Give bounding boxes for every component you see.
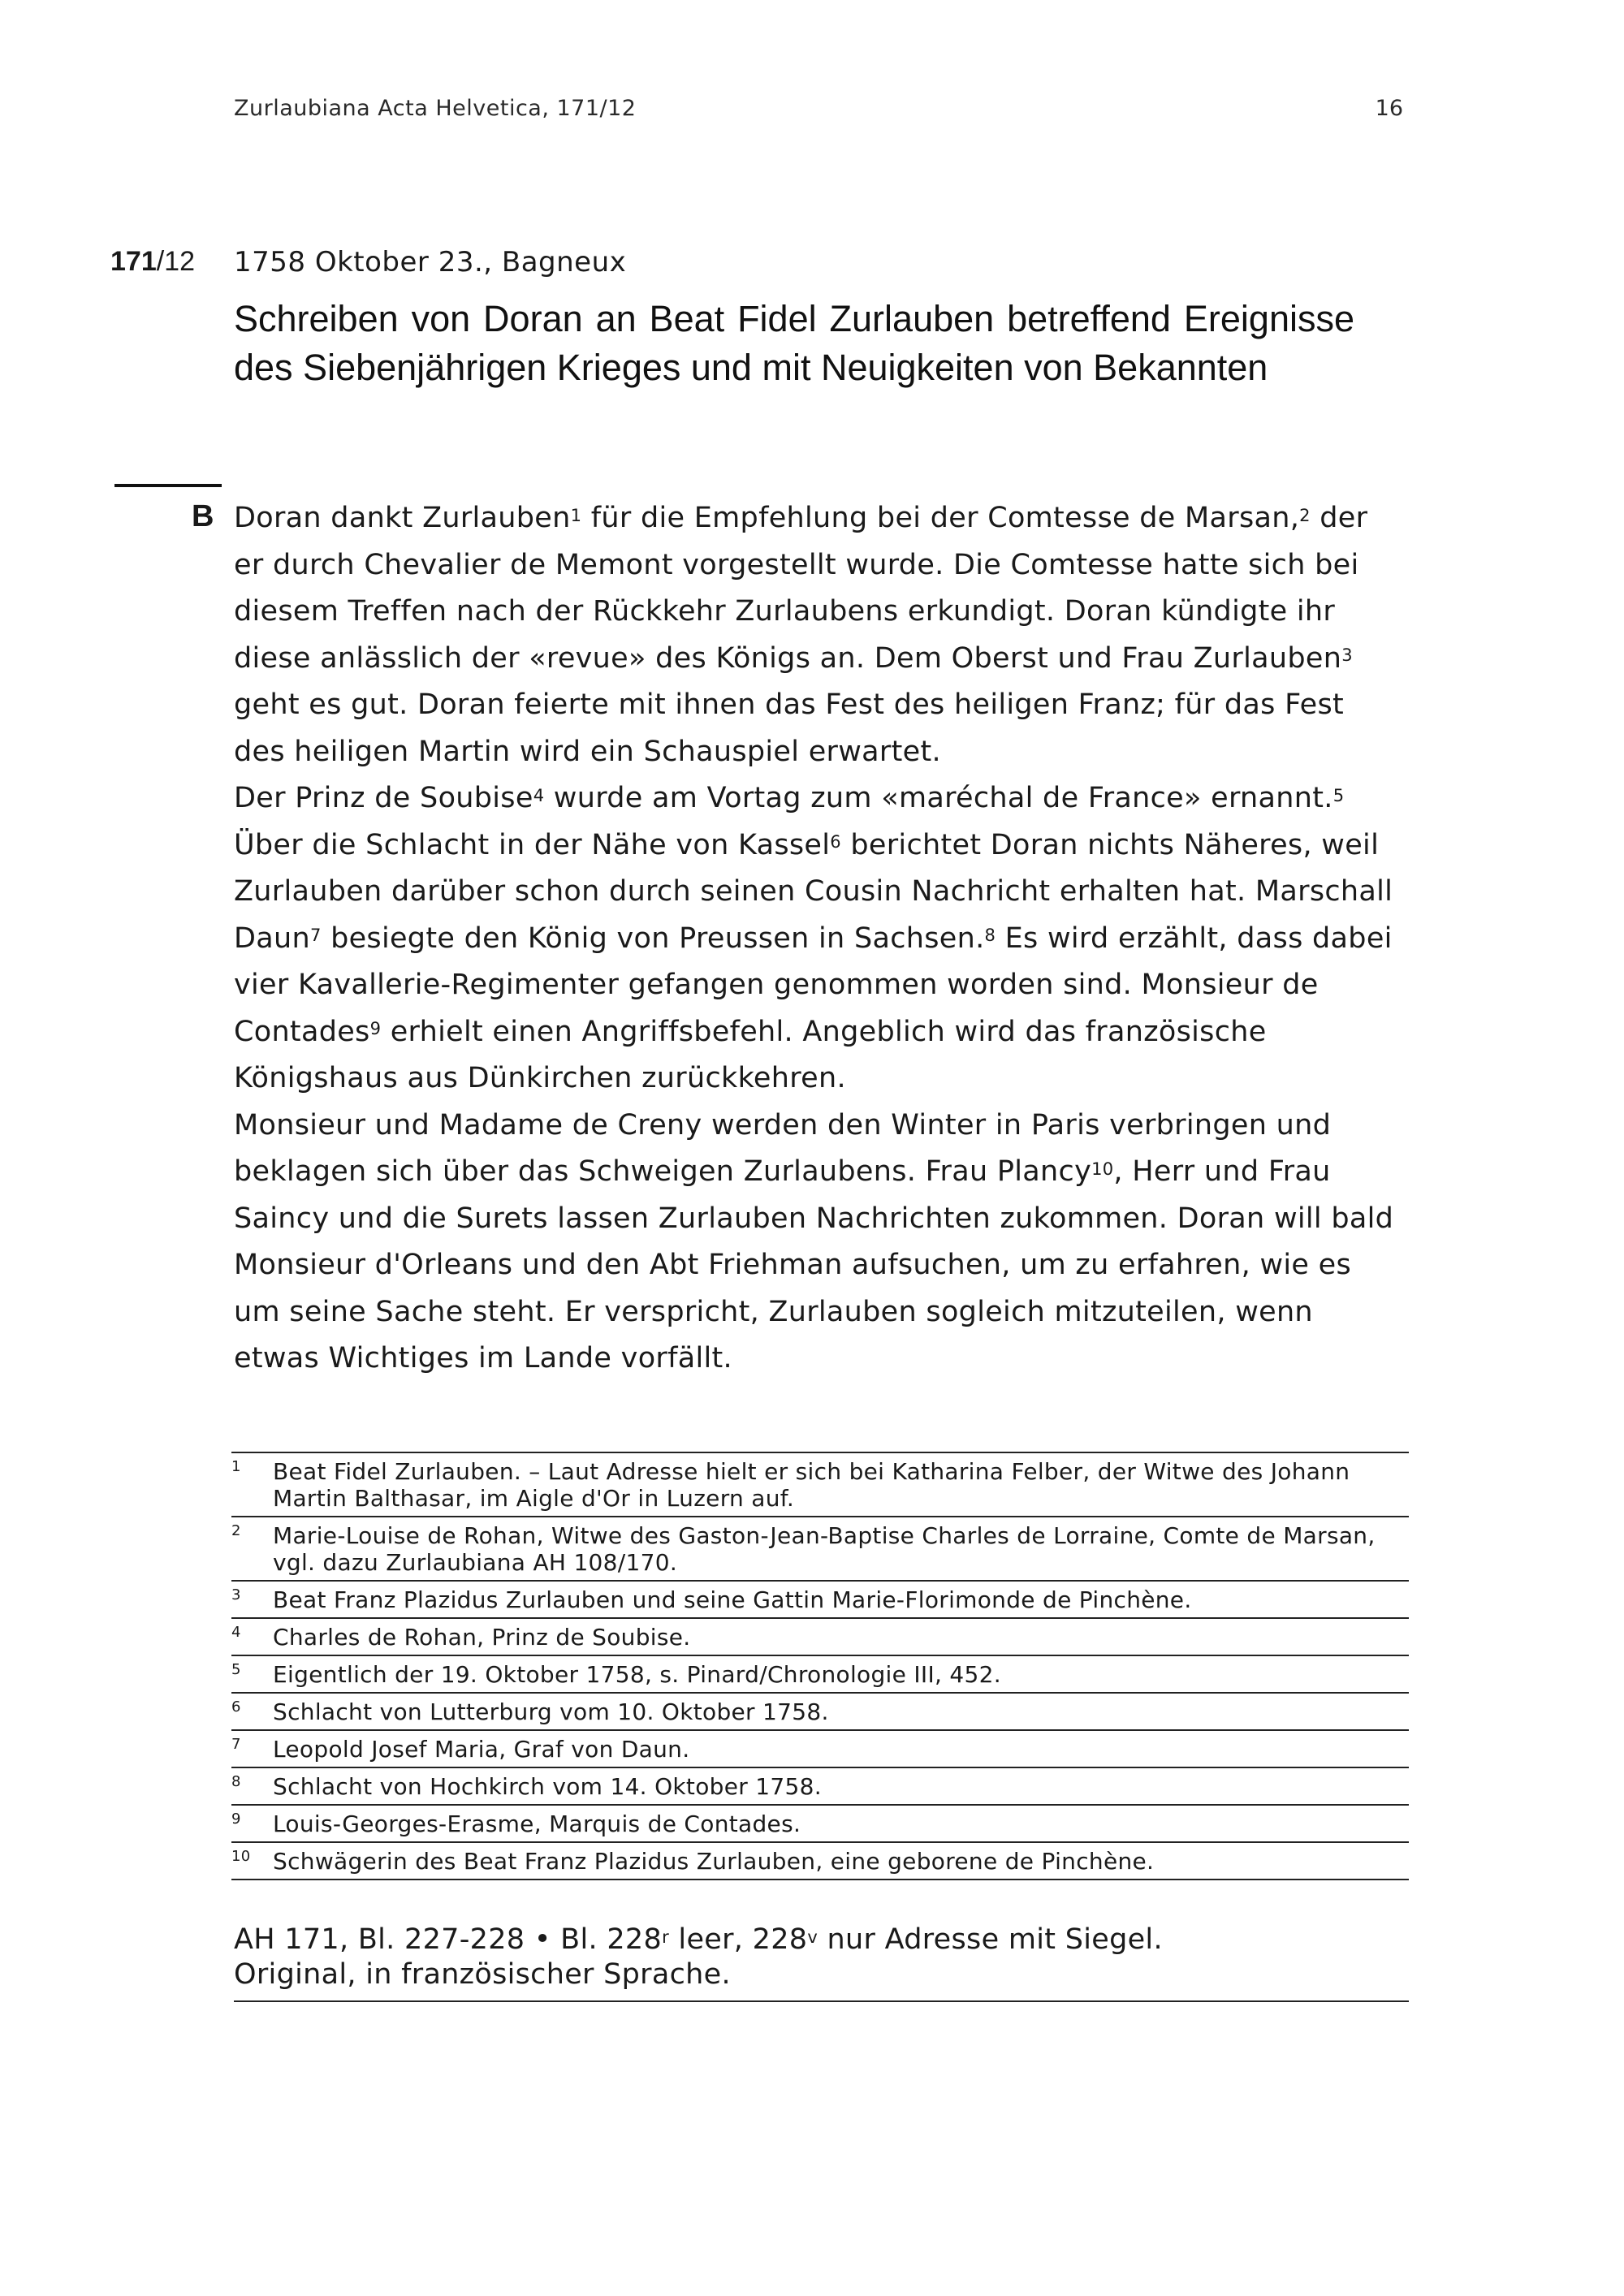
- page-number: 16: [1375, 96, 1403, 121]
- footnote-text: Schwägerin des Beat Franz Plazidus Zurlauben, eine geborene de Pinchène.: [273, 1848, 1155, 1875]
- footnote: [231, 1453, 1409, 1517]
- footnote: [231, 1582, 1409, 1619]
- footnote-ref[interactable]: 10: [1091, 1159, 1114, 1179]
- section-divider: [114, 484, 222, 487]
- footnote-ref[interactable]: 1: [570, 505, 582, 525]
- summary-paragraph-2: Der Prinz de Soubise$^4$ wurde am Vortag zum «maréchal de France» ernannt.$^5$ Über die Schlacht in der Nähe von Kassel$^6$ berichtet Doran nichts Näheres, weil Zurlauben darüber schon durch seinen Cousin Nachricht erhalten hat. Marschall Daun$^7$ besiegte den König von Preussen in Sachsen.$^8$ Es wird erzählt, dass dabei vier Kavallerie-Regimenter gefangen genommen worden sind. Monsieur de Contades$^9$ erhielt einen Angriffsbefehl. Angeblich wird das französische Königshaus aus Dünkirchen zurückkehren.: [234, 782, 1393, 1094]
- footnote-ref[interactable]: 2: [1299, 505, 1311, 525]
- document-date-place: 1758 Oktober 23., Bagneux: [234, 246, 627, 278]
- footnote: [231, 1619, 1409, 1656]
- document-number: [110, 246, 195, 278]
- footnote-number: 1: [231, 1458, 241, 1475]
- footnote-text: Schlacht von Hochkirch vom 14. Oktober 1758.: [273, 1773, 822, 1800]
- footnote-number: 2: [231, 1522, 241, 1539]
- footnote-number: 4: [231, 1624, 241, 1641]
- footnote-ref[interactable]: 7: [309, 926, 322, 946]
- footnote-text: Beat Franz Plazidus Zurlauben und seine Gattin Marie-Florimonde de Pinchène.: [273, 1586, 1192, 1613]
- summary-paragraph-3: Monsieur und Madame de Creny werden den Winter in Paris verbringen und beklagen sich über das Schweigen Zurlaubens. Frau Plancy$^{10}$, Herr und Frau Saincy und die Surets lassen Zurlauben Nachrichten zukommen. Doran will bald Monsieur d'Orleans und den Abt Friehman aufsuchen, um zu erfahren, wie es um seine Sache steht. Er verspricht, Zurlauben sogleich mitzuteilen, wenn etwas Wichtiges im Lande vorfällt.: [234, 1108, 1394, 1375]
- volume-number: 171: [110, 246, 157, 277]
- footnote-number: 7: [231, 1736, 241, 1753]
- footnote: [231, 1843, 1409, 1880]
- footnote-ref[interactable]: 5: [1332, 785, 1345, 805]
- footnote: [231, 1806, 1409, 1843]
- source-line-1: AH 171, Bl. 227-228 • Bl. 228$^r$ leer, 228$^v$ nur Adresse mit Siegel.: [234, 1923, 1163, 1956]
- item-number: /12: [156, 246, 195, 277]
- footnote: [231, 1517, 1409, 1582]
- footnote-ref[interactable]: 3: [1341, 645, 1353, 666]
- footnotes: [231, 1452, 1409, 1880]
- footnote-text: Schlacht von Lutterburg vom 10. Oktober 1758.: [273, 1698, 829, 1725]
- source-line-2: Original, in französischer Sprache.: [234, 1958, 731, 1991]
- footnote: [231, 1731, 1409, 1768]
- footnote-number: 3: [231, 1586, 241, 1603]
- footnote-number: 9: [231, 1810, 241, 1828]
- footnote-text: Louis-Georges-Erasme, Marquis de Contades.: [273, 1810, 801, 1837]
- footnote-text: Charles de Rohan, Prinz de Soubise.: [273, 1624, 691, 1651]
- summary-paragraph-1: Doran dankt Zurlauben$^1$ für die Empfehlung bei der Comtesse de Marsan,$^2$ der er durch Chevalier de Memont vorgestellt wurde. Die Comtesse hatte sich bei diesem Treffen nach der Rückkehr Zurlaubens erkundigt. Doran kündigte ihr diese anlässlich der «revue» des Königs an. Dem Oberst und Frau Zurlauben$^3$ geht es gut. Doran feierte mit ihnen das Fest des heiligen Franz; für das Fest des heiligen Martin wird ein Schauspiel erwartet.: [234, 502, 1368, 768]
- footnote: [231, 1768, 1409, 1806]
- document-title: Schreiben von Doran an Beat Fidel Zurlauben betreffend Ereignisse des Siebenjährigen Krieges und mit Neuigkeiten von Bekannten: [234, 298, 1354, 388]
- footnote-text: Beat Fidel Zurlauben. – Laut Adresse hielt er sich bei Katharina Felber, der Witwe des Johann Martin Balthasar, im Aigle d'Or in Luzern auf.: [273, 1458, 1350, 1512]
- summary-marker: B: [192, 499, 214, 533]
- footnote-text: Leopold Josef Maria, Graf von Daun.: [273, 1736, 690, 1763]
- footnote-number: 10: [231, 1848, 251, 1865]
- source-reference: [234, 1923, 1409, 2002]
- running-header-title: Zurlaubiana Acta Helvetica, 171/12: [234, 96, 637, 121]
- footnote-text: Eigentlich der 19. Oktober 1758, s. Pinard/Chronologie III, 452.: [273, 1661, 1001, 1688]
- footnote-ref[interactable]: 8: [984, 926, 996, 946]
- footnote: [231, 1656, 1409, 1694]
- footnote-ref[interactable]: 6: [830, 832, 841, 852]
- footnote-number: 8: [231, 1773, 241, 1790]
- footnote-number: 6: [231, 1698, 241, 1716]
- summary-text: [234, 495, 1403, 1383]
- footnote-number: 5: [231, 1661, 241, 1678]
- footnote-ref[interactable]: 4: [533, 785, 545, 805]
- footnote: [231, 1694, 1409, 1731]
- footnote-text: Marie-Louise de Rohan, Witwe des Gaston-Jean-Baptise Charles de Lorraine, Comte de Marsan, vgl. dazu Zurlaubiana AH 108/170.: [273, 1522, 1376, 1576]
- footnote-ref[interactable]: 9: [369, 1019, 382, 1039]
